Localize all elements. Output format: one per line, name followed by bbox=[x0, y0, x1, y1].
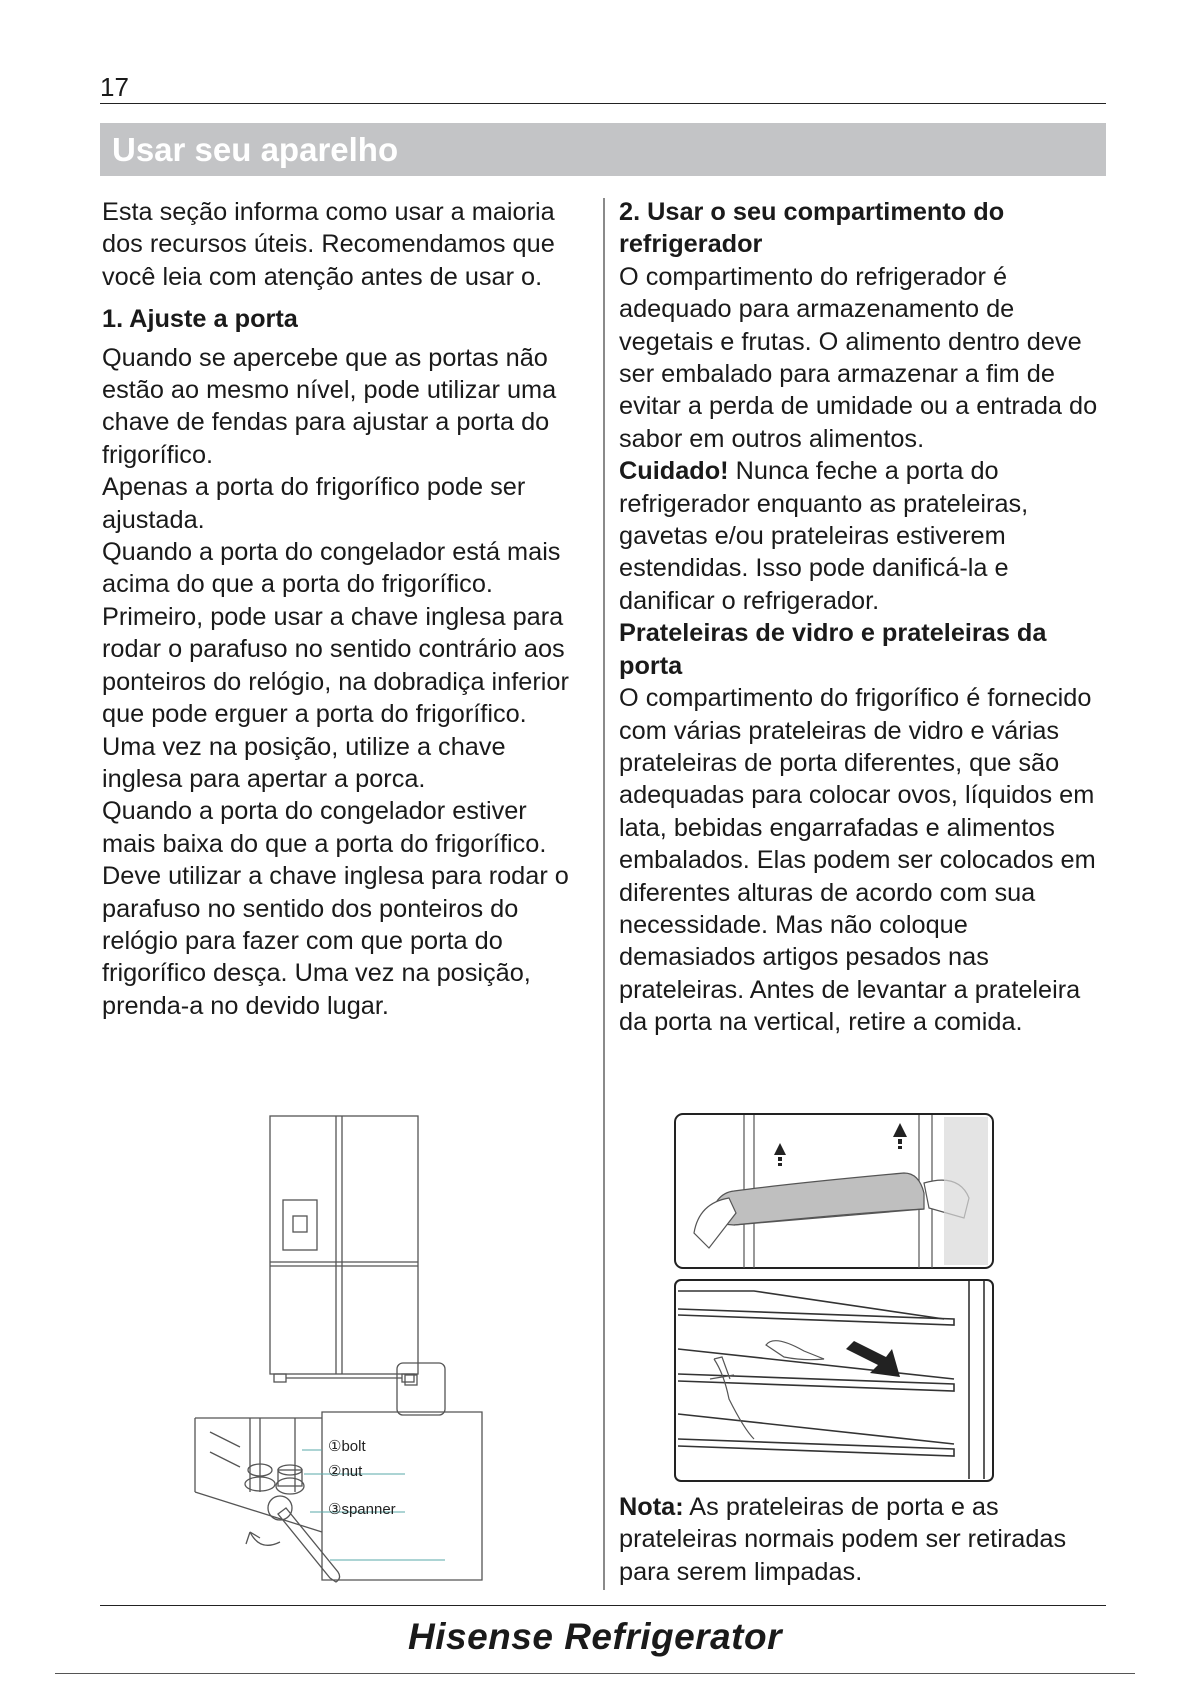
door-adjust-svg bbox=[190, 1112, 490, 1588]
footer-rule bbox=[100, 1605, 1106, 1606]
door-adjust-paragraph-2: Apenas a porta do frigorífico pode ser ajustada. bbox=[102, 473, 526, 534]
door-adjust-heading: 1. Ajuste a porta bbox=[102, 305, 298, 334]
shelves-paragraph: O compartimento do frigorífico é fornecido com várias prateleiras de vidro e várias prateleiras de porta diferentes, que são adequadas para colocar ovos, líquidos em lata, bebidas engarrafadas e alimentos embalados. Elas podem ser colocados em diferentes alturas de acordo com sua necessidade. Mas não coloque demasiados artigos pesados nas prateleiras. Antes de levantar a prateleira da porta na vertical, retire a comida. bbox=[619, 684, 1096, 1037]
door-shelf-svg bbox=[674, 1113, 994, 1269]
door-adjust-illustration bbox=[190, 1112, 490, 1588]
caution-label: Cuidado! bbox=[619, 457, 729, 486]
fridge-compartment-paragraph: O compartimento do refrigerador é adequado para armazenamento de vegetais e frutas. O alimento dentro deve ser embalado para armazenar a fim de evitar a perda de umidade ou a entrada do sabor em outros alimentos. bbox=[619, 262, 1098, 453]
section-banner bbox=[100, 123, 1106, 176]
section-title: Usar seu aparelho bbox=[112, 131, 399, 168]
glass-shelf-svg bbox=[674, 1279, 994, 1482]
caution-text: Nunca feche a porta do refrigerador enquanto as prateleiras, gavetas e/ou prateleiras estiverem estendidas. Isso pode danificá-la e danificar o refrigerador. bbox=[619, 457, 1029, 615]
note-label: Nota: bbox=[619, 1493, 684, 1521]
shelves-subheading: Prateleiras de vidro e prateleiras da porta bbox=[619, 619, 1047, 680]
right-column bbox=[619, 196, 1099, 1039]
left-column bbox=[102, 196, 587, 1022]
note-text: As prateleiras de porta e as prateleiras normais podem ser retiradas para serem limpadas. bbox=[619, 1493, 1067, 1586]
door-adjust-paragraph-4: Quando a porta do congelador estiver mais baixa do que a porta do frigorífico. Deve utilizar a chave inglesa para rodar o parafuso no sentido dos ponteiros do relógio para fazer com que porta do frigorífico desça. Uma vez na posição, prenda-a no devido lugar. bbox=[102, 797, 569, 1020]
page-number: 17 bbox=[100, 72, 129, 102]
brand-footer: Hisense Refrigerator bbox=[408, 1616, 782, 1657]
column-divider bbox=[603, 198, 605, 1590]
intro-paragraph: Esta seção informa como usar a maioria dos recursos úteis. Recomendamos que você leia com atenção antes de usar o. bbox=[102, 198, 555, 291]
page-bottom-rule bbox=[55, 1673, 1135, 1674]
spanner-label: ③spanner bbox=[328, 1501, 396, 1518]
bolt-label: ①bolt bbox=[328, 1438, 366, 1455]
door-adjust-paragraph-1: Quando se apercebe que as portas não estão ao mesmo nível, pode utilizar uma chave de fendas para ajustar a porta do frigorífico. bbox=[102, 343, 557, 469]
door-adjust-paragraph-3: Quando a porta do congelador está mais acima do que a porta do frigorífico. Primeiro, pode usar a chave inglesa para rodar o parafuso no sentido contrário aos ponteiros do relógio, na dobradiça inferior que pode erguer a porta do frigorífico. Uma vez na posição, utilize a chave inglesa para apertar a porca. bbox=[102, 538, 569, 793]
fridge-compartment-heading: 2. Usar o seu compartimento do refrigerador bbox=[619, 198, 1005, 259]
door-shelf-removal-illustration bbox=[674, 1113, 994, 1269]
header-rule bbox=[100, 103, 1106, 104]
nut-label: ②nut bbox=[328, 1463, 363, 1480]
glass-shelf-removal-illustration bbox=[674, 1279, 994, 1482]
note-paragraph bbox=[619, 1491, 1099, 1588]
caution-paragraph bbox=[619, 455, 1099, 617]
